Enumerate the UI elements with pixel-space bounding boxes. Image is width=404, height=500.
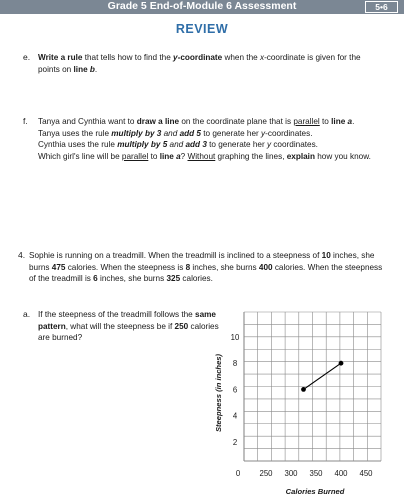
x-tick-label: 400: [334, 469, 348, 478]
item-f-line-2: Tanya uses the rule multiply by 3 and add 5 to generate her y-coordinates.: [38, 128, 313, 138]
x-axis-title: Calories Burned: [285, 487, 345, 496]
data-point: [301, 387, 306, 392]
module-badge: 5•6: [365, 1, 398, 13]
y-tick-label: 6: [232, 385, 238, 395]
item-a-letter: a.: [23, 309, 31, 319]
item-e-text: Write a rule that tells how to find the y-coordinate when the x-coordinate is given for the points on line b.: [38, 53, 361, 74]
review-title: REVIEW: [175, 22, 229, 36]
x-tick-label: 450: [359, 469, 373, 478]
chart-series: [301, 361, 343, 392]
x-tick-label: 300: [284, 469, 298, 478]
item-e-letter: e.: [23, 52, 31, 62]
question-4-text: Sophie is running on a treadmill. When the treadmill is inclined to a steepness of 10 inches, she burns 475 calories. When the steepness is 8 inches, she burns 400 calories. When the steepness of the treadmill is 6 inches, she burns 325 calories.: [29, 251, 383, 284]
data-point: [339, 361, 344, 366]
question-4-number: 4.: [18, 250, 26, 260]
item-f-line-4: Which girl's line will be parallel to line a? Without graphing the lines, explain how you know.: [38, 151, 371, 161]
item-f-line-1: Tanya and Cynthia want to draw a line on the coordinate plane that is parallel to line a.: [38, 117, 355, 126]
y-tick-label: 10: [230, 333, 240, 342]
y-tick-label: 2: [232, 437, 238, 447]
chart-grid: [244, 312, 381, 461]
y-tick-label: 4: [232, 411, 238, 421]
y-axis-title: Steepness (in inches): [214, 353, 223, 433]
item-f-letter: f.: [23, 116, 28, 126]
item-a-text: If the steepness of the treadmill follows the same pattern, what will the steepness be if 250 calories are burned?: [38, 310, 219, 343]
item-f-line-3: Cynthia uses the rule multiply by 5 and add 3 to generate her y coordinates.: [38, 140, 318, 150]
x-tick-label: 350: [309, 469, 323, 478]
series-line: [304, 363, 342, 389]
header-title: Grade 5 End-of-Module 6 Assessment: [107, 0, 297, 12]
x-tick-label: 0: [235, 469, 241, 478]
y-tick-label: 8: [232, 359, 238, 369]
x-tick-label: 250: [259, 469, 273, 478]
chart-tick-labels: [231, 333, 374, 478]
